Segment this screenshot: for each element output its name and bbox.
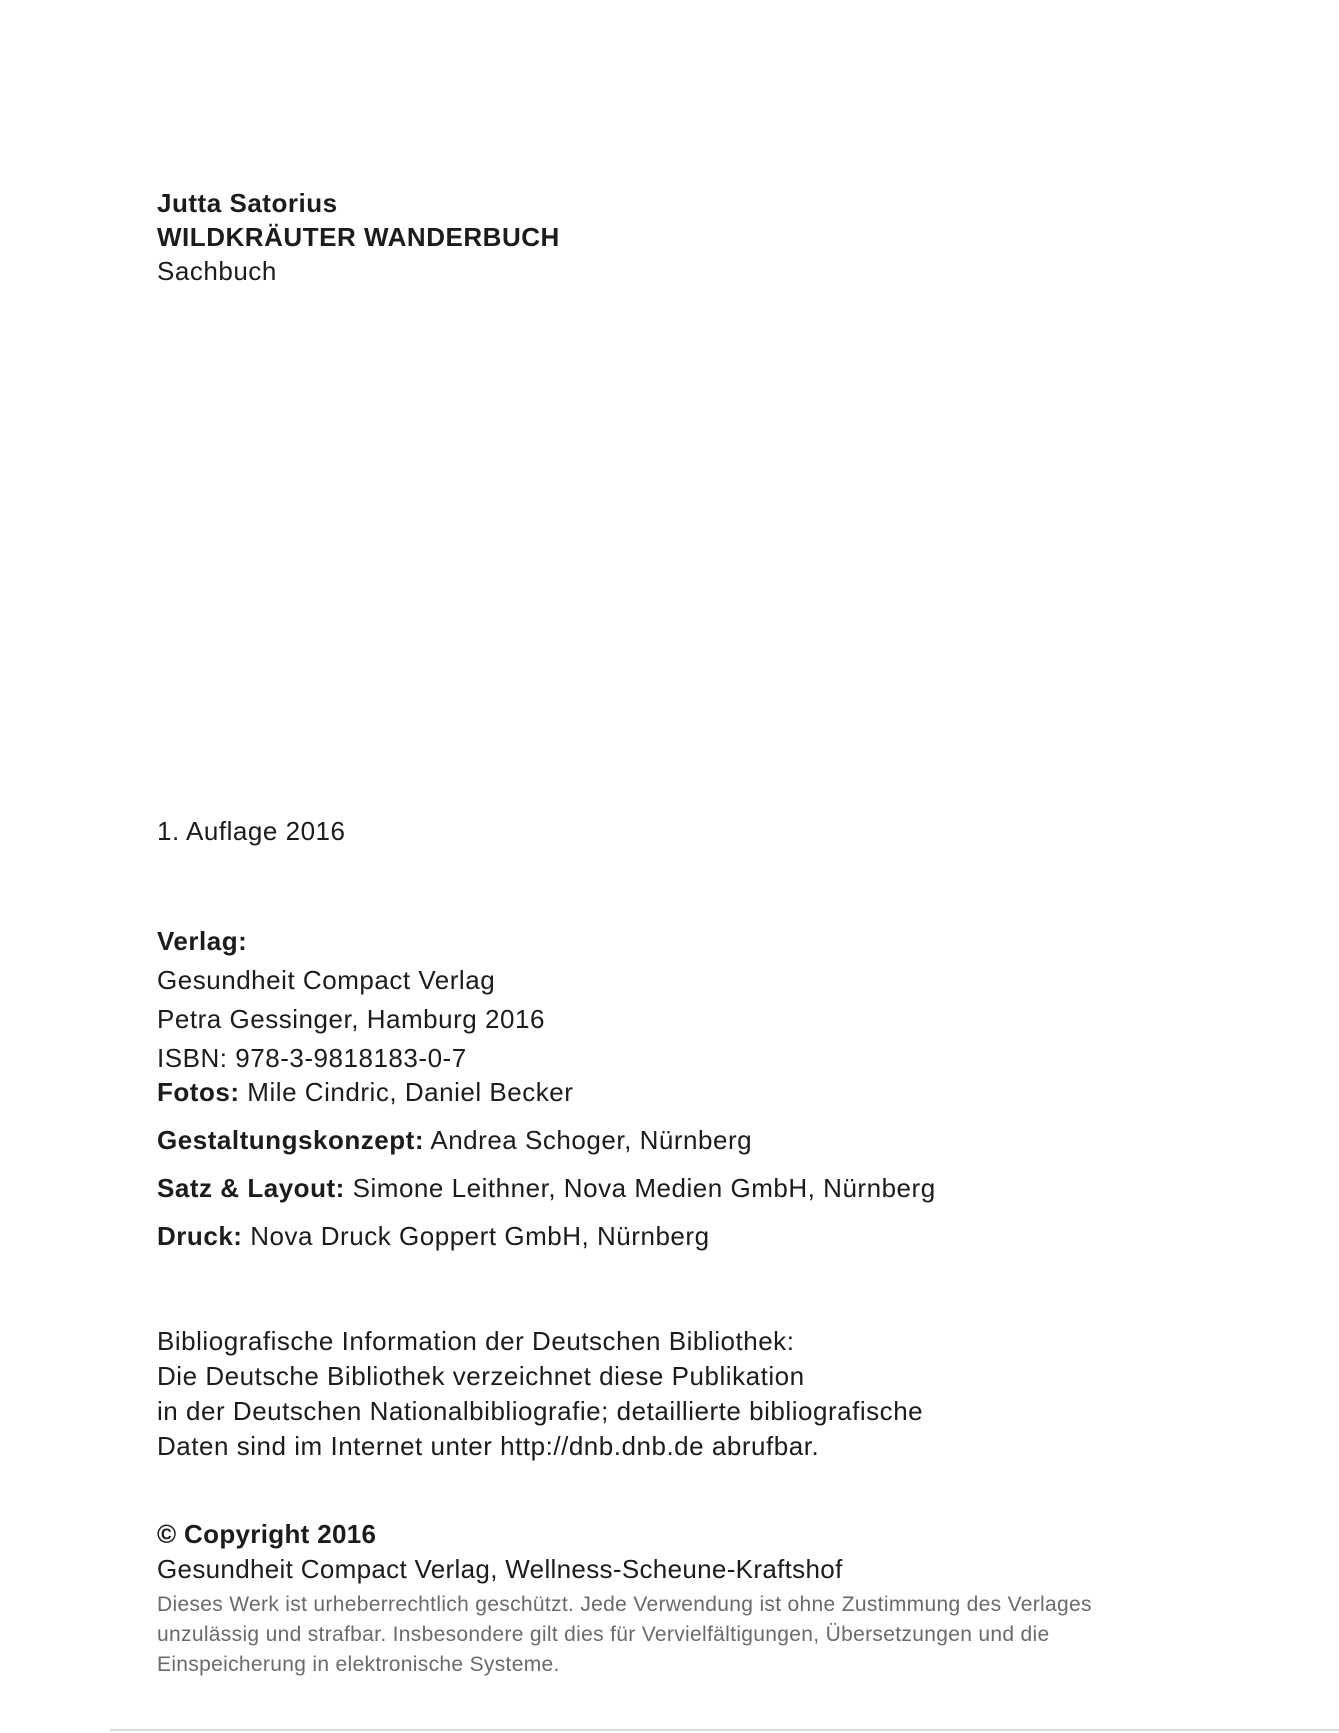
biblio-line: Die Deutsche Bibliothek verzeichnet diese Publikation [157, 1361, 805, 1391]
credit-line-photos [157, 1079, 936, 1105]
credit-label: Druck: [157, 1221, 243, 1251]
isbn-line: ISBN: 978-3-9818183-0-7 [157, 1043, 467, 1073]
book-genre: Sachbuch [157, 256, 277, 286]
credit-value: Simone Leithner, Nova Medien GmbH, Nürnberg [352, 1173, 936, 1203]
biblio-line: in der Deutschen Nationalbibliografie; detaillierte bibliografische [157, 1396, 924, 1426]
publisher-name: Gesundheit Compact Verlag [157, 965, 496, 995]
copyright-notice [157, 1590, 1092, 1680]
credit-line-layout [157, 1175, 936, 1201]
book-title: WILDKRÄUTER WANDERBUCH [157, 222, 560, 252]
edition-line: 1. Auflage 2016 [157, 816, 346, 846]
publisher-block [157, 922, 545, 1078]
author-name: Jutta Satorius [157, 188, 338, 218]
biblio-line: Bibliografische Information der Deutschen Bibliothek: [157, 1326, 795, 1356]
copyright-holder: Gesundheit Compact Verlag, Wellness-Scheune-Kraftshof [157, 1554, 843, 1584]
credit-label: Satz & Layout: [157, 1173, 345, 1203]
copyright-heading: © Copyright 2016 [157, 1519, 377, 1549]
copyright-block [157, 1517, 1092, 1680]
biblio-line: Daten sind im Internet unter http://dnb.dnb.de abrufbar. [157, 1431, 820, 1461]
credit-value: Nova Druck Goppert GmbH, Nürnberg [250, 1221, 710, 1251]
credits-block [157, 1079, 936, 1271]
credit-value: Mile Cindric, Daniel Becker [247, 1077, 574, 1107]
credit-line-design-concept [157, 1127, 936, 1153]
publisher-contact: Petra Gessinger, Hamburg 2016 [157, 1004, 545, 1034]
page-bottom-rule [110, 1729, 1339, 1731]
publisher-label: Verlag: [157, 926, 248, 956]
notice-line: Einspeicherung in elektronische Systeme. [157, 1653, 560, 1676]
credit-label: Gestaltungskonzept: [157, 1125, 425, 1155]
credit-line-print [157, 1223, 936, 1249]
notice-line: Dieses Werk ist urheberrechtlich geschützt. Jede Verwendung ist ohne Zustimmung des Verlages [157, 1593, 1092, 1616]
bibliographic-note [157, 1324, 923, 1464]
credit-value: Andrea Schoger, Nürnberg [430, 1125, 753, 1155]
book-identification [157, 186, 560, 288]
notice-line: unzulässig und strafbar. Insbesondere gilt dies für Vervielfältigungen, Übersetzungen und die [157, 1623, 1050, 1646]
credit-label: Fotos: [157, 1077, 240, 1107]
